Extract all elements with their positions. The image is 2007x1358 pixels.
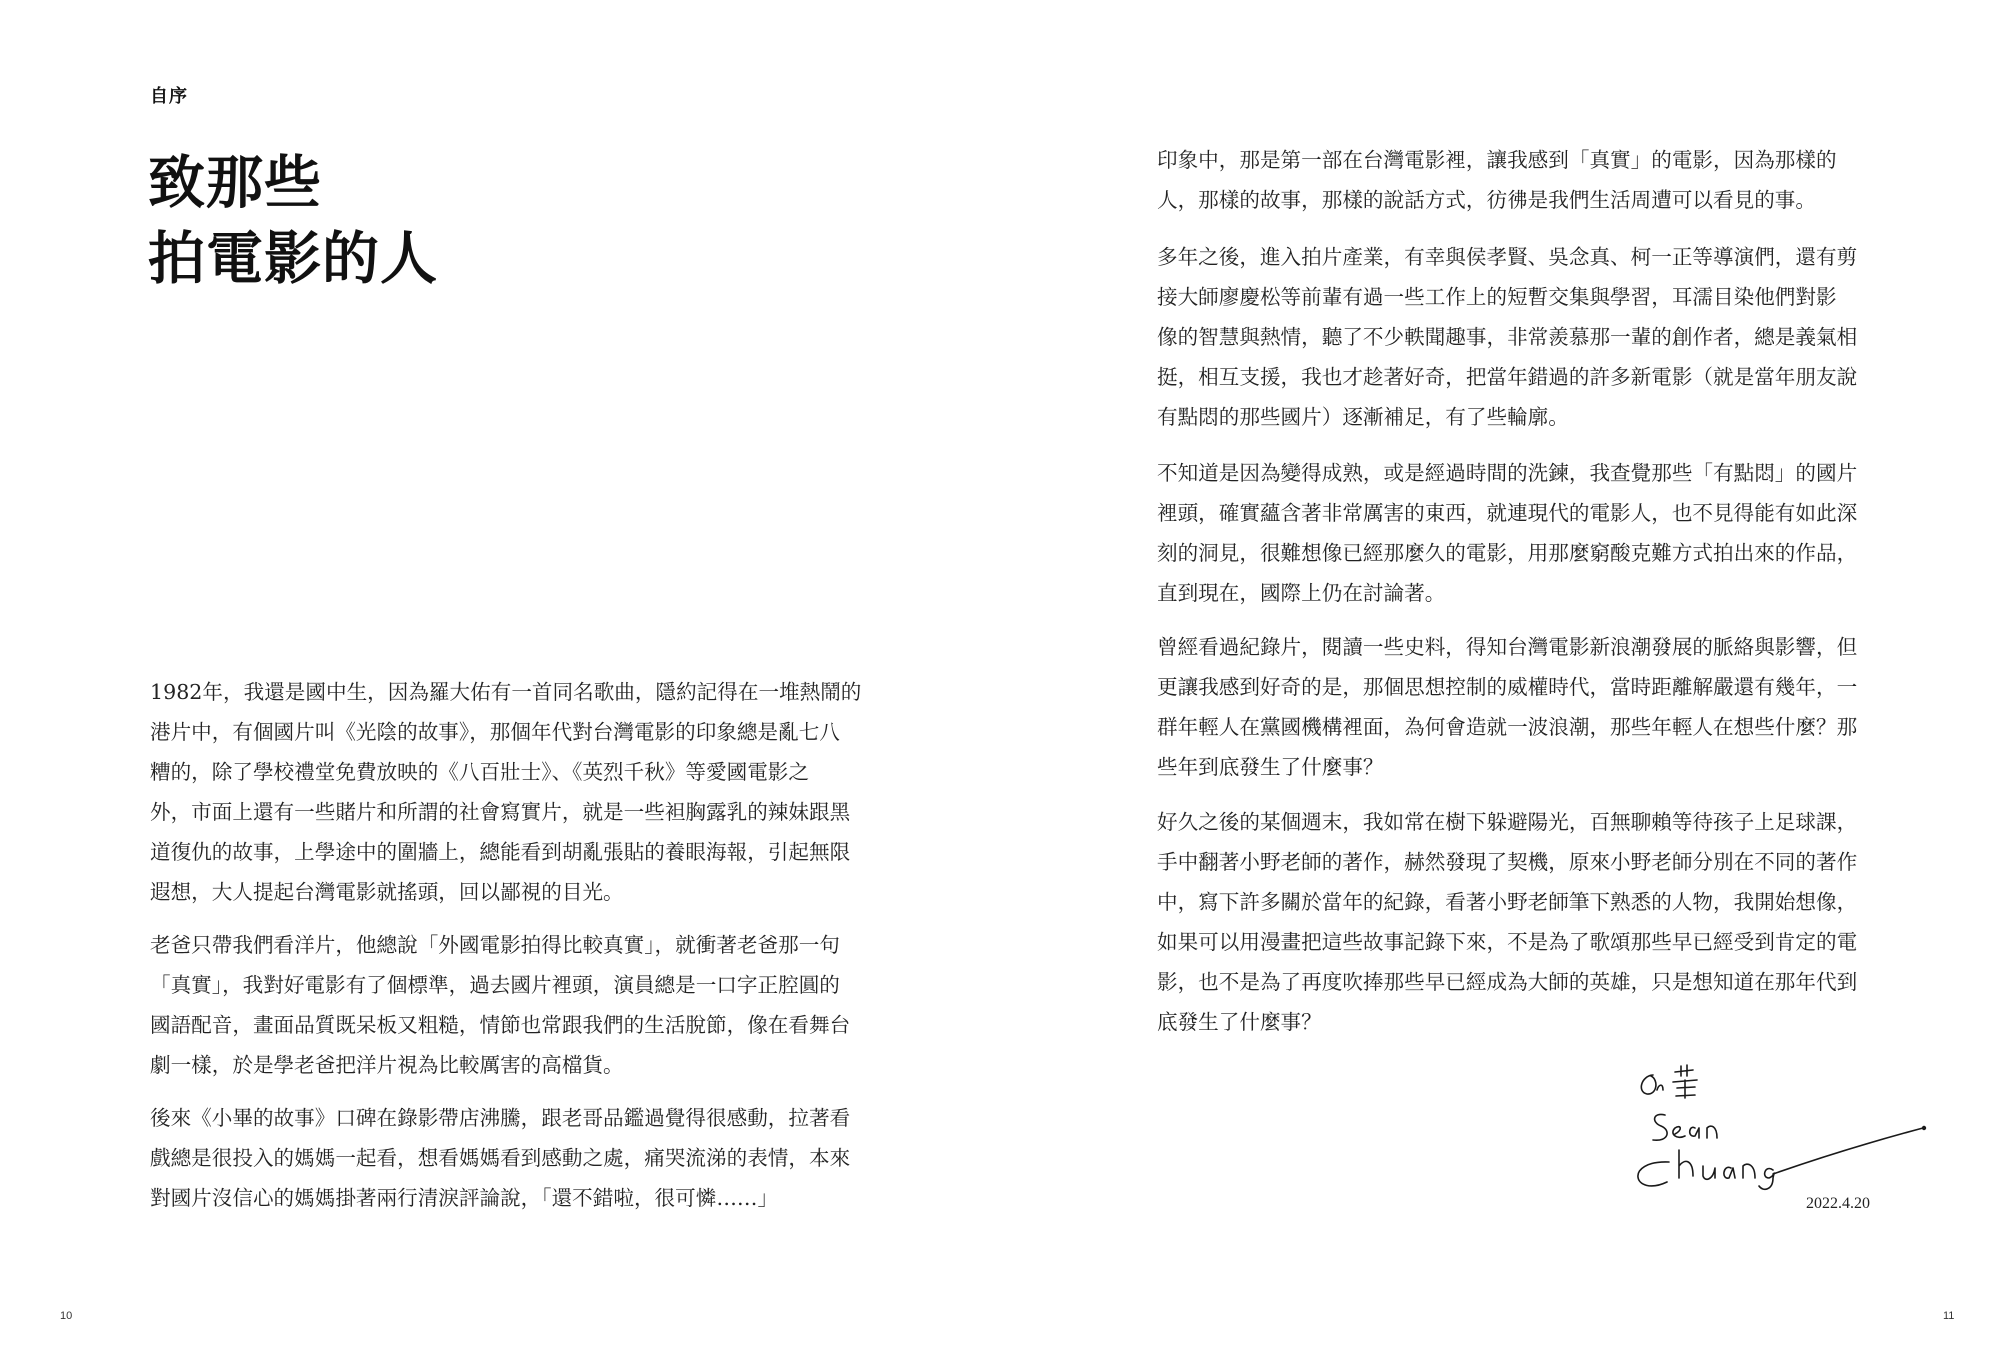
- text-line: 人，那樣的故事，那樣的說話方式，彷彿是我們生活周遭可以看見的事。: [1157, 188, 1816, 212]
- chapter-title: [148, 145, 438, 297]
- text-line: 港片中，有個國片叫《光陰的故事》，那個年代對台灣電影的印象總是亂七八: [150, 720, 840, 744]
- right-page: [1003, 0, 2007, 1358]
- text-line: 「真實」，我對好電影有了個標準，過去國片裡頭，演員總是一口字正腔圓的: [150, 973, 840, 997]
- text-line: 多年之後，進入拍片產業，有幸與侯孝賢、吳念真、柯一正等導演們，還有剪: [1157, 245, 1858, 269]
- text-line: 影，也不是為了再度吹捧那些早已經成為大師的英雄，只是想知道在那年代到: [1157, 970, 1858, 994]
- text-line: 更讓我感到好奇的是，那個思想控制的威權時代，當時距離解嚴還有幾年，一: [1157, 675, 1858, 699]
- signature-stroke: [1641, 1075, 1663, 1094]
- text-line: 挺，相互支援，我也才趁著好奇，把當年錯過的許多新電影（就是當年朋友說: [1157, 365, 1858, 389]
- text-line: 好久之後的某個週末，我如常在樹下躲避陽光，百無聊賴等待孩子上足球課，: [1157, 810, 1858, 834]
- text-line: 劇一樣，於是學老爸把洋片視為比較厲害的高檔貨。: [150, 1053, 624, 1077]
- text-line: 中，寫下許多關於當年的紀錄，看著小野老師筆下熟悉的人物，我開始想像，: [1157, 890, 1858, 914]
- text-line: 國語配音，畫面品質既呆板又粗糙，情節也常跟我們的生活脫節，像在看舞台: [150, 1013, 851, 1037]
- text-line: 些年到底發生了什麼事？: [1157, 755, 1384, 779]
- paragraph: [1157, 627, 1857, 787]
- paragraph: [1157, 140, 1837, 220]
- text-line: 直到現在，國際上仍在討論著。: [1157, 581, 1446, 605]
- title-line: 致那些: [148, 149, 322, 216]
- text-line: 曾經看過紀錄片，閱讀一些史料，得知台灣電影新浪潮發展的脈絡與影響，但: [1157, 635, 1858, 659]
- section-label: 自序: [150, 86, 188, 107]
- paragraph: [150, 672, 861, 912]
- text-line: 糟的，除了學校禮堂免費放映的《八百壯士》、《英烈千秋》等愛國電影之: [150, 760, 809, 784]
- signature-stroke: [1673, 1065, 1697, 1098]
- text-line: 群年輕人在黨國機構裡面，為何會造就一波浪潮，那些年輕人在想些什麼？那: [1157, 715, 1858, 739]
- left-page: [0, 0, 1003, 1358]
- text-line: 如果可以用漫畫把這些故事記錄下來，不是為了歌頌那些早已經受到肯定的電: [1157, 930, 1858, 954]
- text-line: 老爸只帶我們看洋片，他總說「外國電影拍得比較真實」，就衝著老爸那一句: [150, 933, 840, 957]
- signature-dot: [1922, 1126, 1926, 1130]
- title-line: 拍電影的人: [148, 225, 438, 292]
- text-line: 外，市面上還有一些賭片和所謂的社會寫實片，就是一些袒胸露乳的辣妹跟黑: [150, 800, 851, 824]
- date: 2022.4.20: [1806, 1195, 1870, 1212]
- text-line: 不知道是因為變得成熟，或是經過時間的洗鍊，我查覺那些「有點悶」的國片: [1157, 461, 1858, 485]
- page-number: 11: [1943, 1310, 1955, 1322]
- signature: [1623, 1050, 1953, 1200]
- text-line: 遐想，大人提起台灣電影就搖頭，回以鄙視的目光。: [150, 880, 624, 904]
- paragraph: [1157, 802, 1857, 1042]
- text-line: 道復仇的故事，上學途中的圍牆上，總能看到胡亂張貼的養眼海報，引起無限: [150, 840, 851, 864]
- page-number: 10: [60, 1310, 73, 1322]
- paragraph: [150, 1098, 850, 1218]
- text-line: 戲總是很投入的媽媽一起看，想看媽媽看到感動之處，痛哭流涕的表情，本來: [150, 1146, 851, 1170]
- text-line: 後來《小畢的故事》口碑在錄影帶店沸騰，跟老哥品鑑過覺得很感動，拉著看: [150, 1106, 851, 1130]
- text-line: 對國片沒信心的媽媽掛著兩行清淚評論說，「還不錯啦，很可憐……」: [150, 1186, 779, 1210]
- text-line: 像的智慧與熱情，聽了不少軼聞趣事，非常羨慕那一輩的創作者，總是義氣相: [1157, 325, 1858, 349]
- signature-stroke: [1653, 1114, 1717, 1140]
- text-line: 刻的洞見，很難想像已經那麼久的電影，用那麼窮酸克難方式拍出來的作品，: [1157, 541, 1858, 565]
- text-line: 印象中，那是第一部在台灣電影裡，讓我感到「真實」的電影，因為那樣的: [1157, 148, 1837, 172]
- text-line: 有點悶的那些國片）逐漸補足，有了些輪廓。: [1157, 405, 1569, 429]
- paragraph: [1157, 237, 1857, 437]
- text-line: 裡頭，確實蘊含著非常厲害的東西，就連現代的電影人，也不見得能有如此深: [1157, 501, 1858, 525]
- paragraph: [150, 925, 850, 1085]
- signature-stroke: [1773, 1128, 1923, 1174]
- text-line: 1982年，我還是國中生，因為羅大佑有一首同名歌曲，隱約記得在一堆熱鬧的: [150, 680, 862, 704]
- signature-stroke: [1638, 1150, 1774, 1189]
- text-line: 手中翻著小野老師的著作，赫然發現了契機，原來小野老師分別在不同的著作: [1157, 850, 1858, 874]
- text-line: 接大師廖慶松等前輩有過一些工作上的短暫交集與學習，耳濡目染他們對影: [1157, 285, 1837, 309]
- text-line: 底發生了什麼事？: [1157, 1010, 1322, 1034]
- paragraph: [1157, 453, 1857, 613]
